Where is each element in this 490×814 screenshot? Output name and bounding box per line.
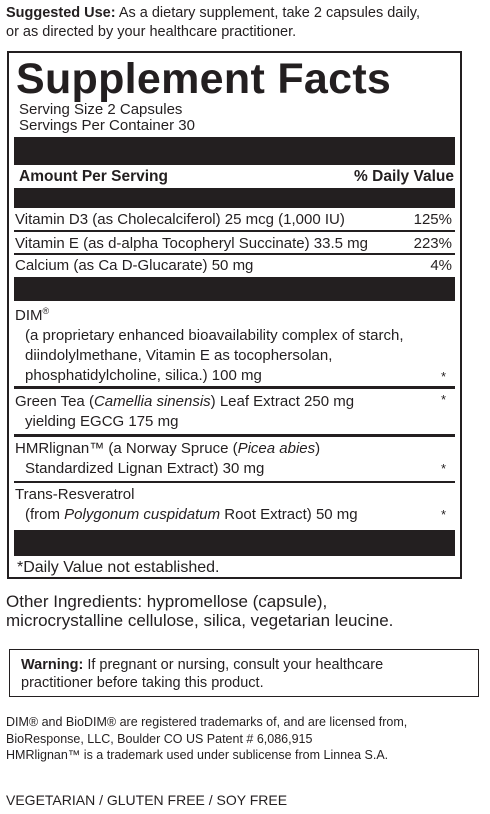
resveratrol-line1: Trans-Resveratrol bbox=[15, 486, 135, 503]
green-tea-dv: * bbox=[440, 392, 446, 407]
supplement-facts-panel bbox=[7, 51, 462, 579]
serving-size: Serving Size 2 Capsules bbox=[19, 101, 183, 118]
nutrient-name: Calcium (as Ca D-Glucarate) 50 mg bbox=[15, 257, 254, 274]
suggested-use-line2: or as directed by your healthcare practitioner. bbox=[6, 24, 297, 40]
amount-per-serving-label: Amount Per Serving bbox=[19, 168, 168, 185]
dim-line1: (a proprietary enhanced bioavailability complex of starch, bbox=[25, 327, 404, 344]
amount-header-row bbox=[19, 167, 456, 187]
hmrlignan-line2: Standardized Lignan Extract) 30 mg bbox=[25, 460, 265, 477]
nutrient-row-calcium bbox=[15, 256, 454, 276]
green-tea-latin: Camellia sinensis bbox=[93, 393, 211, 410]
thick-divider bbox=[14, 277, 455, 301]
nutrient-dv: 125% bbox=[413, 211, 452, 228]
ingredient-resveratrol bbox=[15, 485, 454, 525]
resveratrol-post: Root Extract) 50 mg bbox=[220, 506, 358, 523]
suggested-use-label: Suggested Use: bbox=[6, 5, 116, 21]
thick-divider bbox=[14, 188, 455, 208]
hmrlignan-pre: HMRlignan™ (a Norway Spruce ( bbox=[15, 440, 238, 457]
trademark-line3: HMRlignan™ is a trademark used under sublicense from Linnea S.A. bbox=[6, 748, 389, 762]
dim-line3: phosphatidylcholine, silica.) 100 mg bbox=[25, 367, 262, 384]
row-divider bbox=[14, 481, 455, 483]
other-ingredients bbox=[6, 592, 393, 630]
daily-value-footnote: *Daily Value not established. bbox=[17, 559, 220, 576]
dim-dv: * bbox=[440, 369, 446, 384]
resveratrol-latin: Polygonum cuspidatum bbox=[64, 506, 221, 523]
hmrlignan-dv: * bbox=[440, 461, 446, 476]
nutrient-row-vitamin-d3 bbox=[15, 210, 454, 230]
dim-line2: diindolylmethane, Vitamin E as tocophersolan, bbox=[25, 347, 333, 364]
ingredient-hmrlignan bbox=[15, 439, 454, 479]
ingredient-dim bbox=[15, 301, 454, 386]
servings-per-container: Servings Per Container 30 bbox=[19, 117, 195, 134]
other-ingredients-line1: Other Ingredients: hypromellose (capsule), bbox=[6, 592, 328, 611]
row-divider bbox=[14, 253, 455, 255]
hmrlignan-post: ) bbox=[315, 440, 321, 457]
warning-label: Warning: bbox=[21, 657, 84, 673]
registered-mark: ® bbox=[42, 306, 50, 316]
row-divider bbox=[14, 434, 455, 437]
thick-divider bbox=[14, 530, 455, 556]
dim-name: DIM bbox=[15, 307, 43, 324]
nutrient-row-vitamin-e bbox=[15, 234, 454, 254]
trademark-line2: BioResponse, LLC, Boulder CO US Patent # 6,086,915 bbox=[6, 731, 313, 746]
green-tea-pre: Green Tea ( bbox=[15, 393, 94, 410]
ingredient-green-tea bbox=[15, 392, 454, 432]
resveratrol-dv: * bbox=[440, 507, 446, 522]
facts-title: Supplement Facts bbox=[16, 55, 392, 103]
nutrient-dv: 223% bbox=[413, 235, 452, 252]
green-tea-post: ) Leaf Extract 250 mg bbox=[210, 393, 355, 410]
warning-box bbox=[9, 649, 479, 697]
suggested-use-text: As a dietary supplement, take 2 capsules daily, bbox=[115, 5, 420, 21]
resveratrol-pre: (from bbox=[25, 506, 65, 523]
nutrient-name: Vitamin E (as d-alpha Tocopheryl Succinate) 33.5 mg bbox=[15, 235, 368, 252]
row-divider bbox=[14, 386, 455, 389]
nutrient-name: Vitamin D3 (as Cholecalciferol) 25 mcg (1,000 IU) bbox=[15, 211, 345, 228]
other-ingredients-line2: microcrystalline cellulose, silica, vegetarian leucine. bbox=[6, 611, 394, 630]
warning-text: If pregnant or nursing, consult your healthcare bbox=[83, 657, 384, 673]
trademark-line1: DIM® and BioDIM® are registered trademarks of, and are licensed from, bbox=[6, 715, 408, 729]
hmrlignan-latin: Picea abies bbox=[237, 440, 316, 457]
warning-line2: practitioner before taking this product. bbox=[21, 675, 264, 691]
row-divider bbox=[14, 230, 455, 232]
suggested-use bbox=[6, 4, 484, 42]
daily-value-label: % Daily Value bbox=[354, 168, 454, 185]
dietary-claims: VEGETARIAN / GLUTEN FREE / SOY FREE bbox=[6, 792, 288, 808]
thick-divider bbox=[14, 137, 455, 165]
nutrient-dv: 4% bbox=[430, 257, 452, 274]
trademark-notice bbox=[6, 714, 486, 764]
green-tea-line2: yielding EGCG 175 mg bbox=[25, 413, 179, 430]
